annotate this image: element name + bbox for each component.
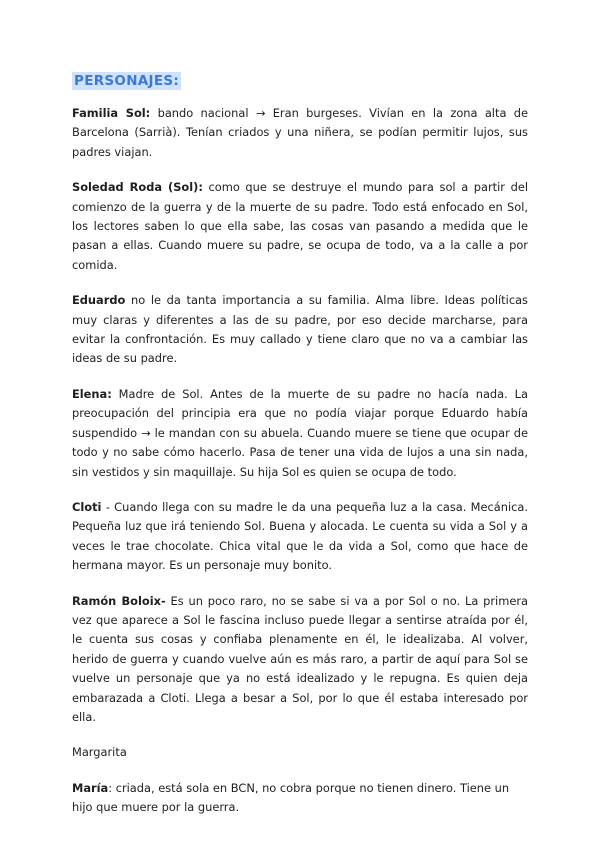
character-name: Elena: (72, 386, 112, 401)
character-description: Margarita (72, 745, 127, 760)
character-name: María (72, 780, 109, 795)
character-description: Es un poco raro, no se sabe si va a por Sol o no. La primera vez que aparece a Sol le fascina incluso puede llegar a sentirse atraída por él, le cuenta sus cosas y confiaba plenamente en él, le idealizaba. Al volver, herido de guerra y cuando vuelve aún es más raro, a partir de aquí para Sol se vuelve un personaje que ya no está idealizado y le repugna. Es quien deja embarazada a Cloti. Llega a besar a Sol, por lo que él estaba interesado por ella. (72, 593, 528, 724)
character-name: Eduardo (72, 293, 126, 308)
section-heading: PERSONAJES: (74, 73, 180, 89)
paragraph-soledad (72, 178, 528, 275)
paragraph-cloti (72, 498, 528, 576)
character-name: Ramón Boloix- (72, 593, 166, 608)
paragraph-ramon (72, 592, 528, 728)
character-name: Soledad Roda (Sol): (72, 180, 203, 195)
paragraph-eduardo (72, 291, 528, 369)
character-name: Cloti (72, 499, 102, 514)
paragraph-maria (72, 779, 528, 818)
paragraph-margarita (72, 743, 528, 762)
paragraph-familia-sol (72, 104, 528, 162)
character-description: no le da tanta importancia a su familia. Alma libre. Ideas políticas muy claras y diferentes a las de su padre, por eso decide marcharse, para evitar la confrontación. Es muy callado y tiene claro que no va a cambiar las ideas de su padre. (72, 293, 528, 366)
character-description: : criada, está sola en BCN, no cobra porque no tienen dinero. Tiene un hijo que muere por la guerra. (72, 780, 510, 815)
character-description: bando nacional → Eran burgeses. Vivían en la zona alta de Barcelona (Sarrià). Tenían criados y una niñera, se podían permitir lujos, sus padres viajan. (72, 106, 528, 159)
character-name: Familia Sol: (72, 106, 151, 120)
character-description: Madre de Sol. Antes de la muerte de su padre no hacía nada. La preocupación del principia era que no podía viajar porque Eduardo había suspendido → le mandan con su abuela. Cuando muere se tiene que ocupar de todo y no sabe cómo hacerlo. Pasa de tener una vida de lujos a una sin nada, sin vestidos y sin maquillaje. Su hija Sol es quien se ocupa de todo. (72, 386, 528, 479)
character-description: como que se destruye el mundo para sol a partir del comienzo de la guerra y de la muerte de su padre. Todo está enfocado en Sol, los lectores saben lo que ella sabe, las cosas van pasando a medida que le pasan a ellas. Cuando muere su padre, se ocupa de todo, va a la calle a por comida. (72, 180, 529, 272)
character-description: - Cuando llega con su madre le da una pequeña luz a la casa. Mecánica. Pequeña luz que irá teniendo Sol. Buena y alocada. Le cuenta su vida a Sol y a veces le trae chocolate. Chica vital que le da vida a Sol, como que hace de hermana mayor. Es un personaje muy bonito. (72, 499, 528, 573)
paragraph-elena (72, 385, 528, 482)
